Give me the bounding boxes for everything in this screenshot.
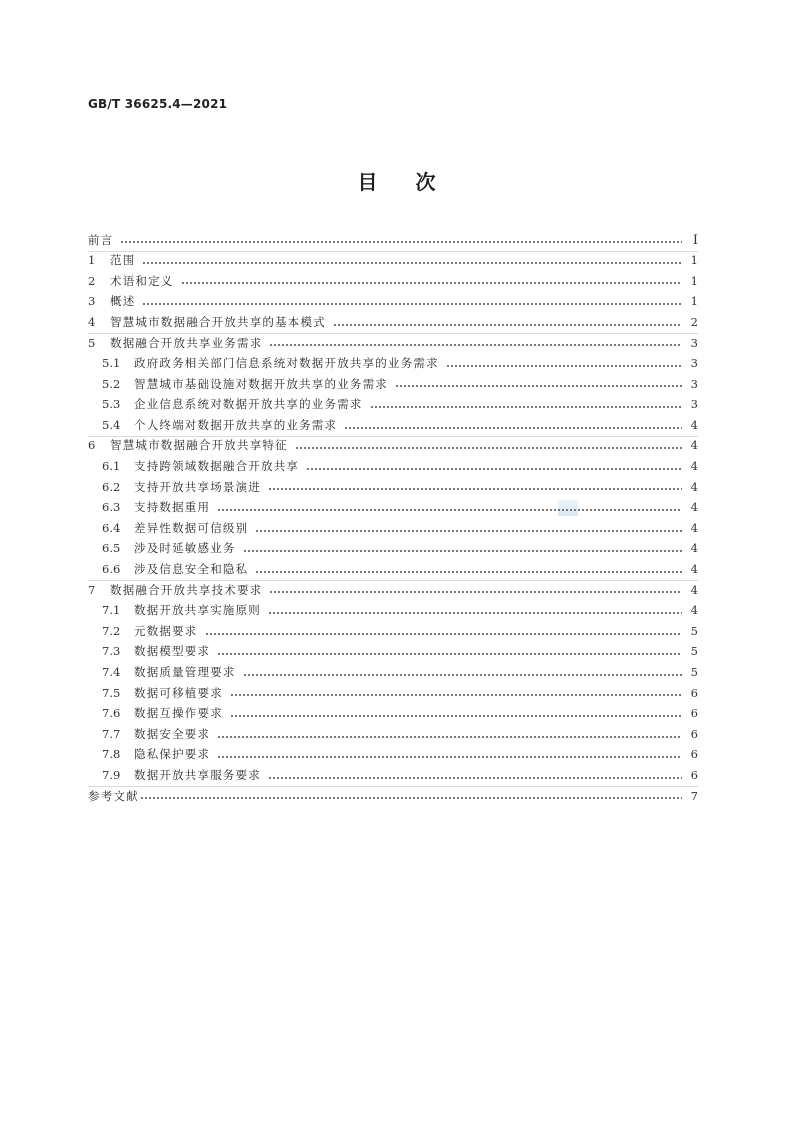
toc-entry-title: 数据模型要求: [134, 644, 211, 659]
toc-entry[interactable]: [88, 436, 698, 457]
toc-entry-number: 5: [88, 335, 96, 350]
toc-entry-title: 智慧城市数据融合开放共享的基本模式: [110, 314, 326, 329]
table-of-contents: [88, 230, 698, 807]
toc-entry[interactable]: [88, 395, 698, 416]
toc-entry[interactable]: [88, 312, 698, 333]
dot-leader: [217, 756, 682, 758]
dot-leader: [140, 797, 682, 799]
toc-entry-page: 1: [690, 294, 698, 309]
toc-entry-page: 3: [690, 397, 698, 412]
toc-divider: [88, 580, 698, 581]
dot-leader: [333, 324, 682, 326]
dot-leader: [395, 385, 682, 387]
toc-entry-page: 5: [690, 665, 698, 680]
toc-heading: 目次: [357, 170, 474, 194]
dot-leader: [120, 241, 682, 243]
toc-entry-page: 4: [690, 500, 698, 515]
toc-entry-number: 6.6: [102, 562, 121, 577]
toc-entry-title: 涉及时延敏感业务: [134, 541, 236, 556]
dot-leader: [142, 303, 682, 305]
toc-entry-page: 4: [690, 417, 698, 432]
toc-entry-number: 7.6: [102, 706, 121, 721]
toc-entry-page: 6: [690, 706, 698, 721]
dot-leader: [243, 550, 682, 552]
toc-entry-number: 1: [88, 253, 96, 268]
toc-entry[interactable]: [88, 786, 698, 807]
toc-entry-page: 4: [690, 582, 698, 597]
toc-entry[interactable]: [88, 560, 698, 581]
toc-entry[interactable]: [88, 271, 698, 292]
dot-leader: [268, 488, 682, 490]
toc-entry-number: 5.4: [102, 417, 121, 432]
toc-entry-number: 7.5: [102, 685, 121, 700]
toc-entry-title: 支持数据重用: [134, 500, 211, 515]
toc-entry-number: 5.3: [102, 397, 121, 412]
toc-entry-page: 2: [690, 314, 698, 329]
dot-leader: [142, 262, 682, 264]
toc-entry-number: 7.7: [102, 726, 121, 741]
dot-leader: [446, 365, 682, 367]
toc-entry-title: 数据融合开放共享技术要求: [110, 582, 263, 597]
toc-entry-number: 6: [88, 438, 96, 453]
toc-entry-title: 个人终端对数据开放共享的业务需求: [134, 417, 338, 432]
toc-entry[interactable]: [88, 292, 698, 313]
toc-entry-title: 支持开放共享场景演进: [134, 479, 261, 494]
dot-leader: [370, 406, 682, 408]
toc-entry-title: 数据安全要求: [134, 726, 211, 741]
toc-entry-number: 6.2: [102, 479, 121, 494]
toc-entry-title: 智慧城市数据融合开放共享特征: [110, 438, 288, 453]
dot-leader: [217, 736, 682, 738]
toc-entry-page: 5: [690, 644, 698, 659]
toc-entry-number: 6.5: [102, 541, 121, 556]
toc-entry-page: 4: [690, 562, 698, 577]
toc-entry-title: 概述: [110, 294, 136, 309]
toc-entry-number: 7.3: [102, 644, 121, 659]
toc-entry[interactable]: [88, 662, 698, 683]
toc-entry-page: 1: [690, 253, 698, 268]
dot-leader: [255, 571, 682, 573]
dot-leader: [269, 344, 682, 346]
dot-leader: [268, 612, 682, 614]
toc-entry-title: 数据可移植要求: [134, 685, 223, 700]
toc-entry-page: 1: [690, 273, 698, 288]
toc-entry[interactable]: [88, 621, 698, 642]
toc-entry-page: 3: [690, 376, 698, 391]
toc-entry-title: 数据开放共享服务要求: [134, 767, 261, 782]
toc-entry-number: 7.4: [102, 665, 121, 680]
toc-entry-number: 5.2: [102, 376, 121, 391]
toc-entry-page: 4: [690, 520, 698, 535]
toc-entry-title: 差异性数据可信级别: [134, 520, 249, 535]
toc-entry-page: 6: [690, 726, 698, 741]
toc-entry[interactable]: [88, 374, 698, 395]
dot-leader: [268, 777, 682, 779]
toc-entry-title: 范围: [110, 253, 136, 268]
toc-entry-title: 支持跨领域数据融合开放共享: [134, 459, 300, 474]
toc-entry-title: 参考文献: [88, 788, 139, 803]
toc-entry[interactable]: [88, 498, 698, 519]
toc-entry-title: 数据融合开放共享业务需求: [110, 335, 263, 350]
toc-entry-page: 6: [690, 685, 698, 700]
toc-entry-title: 智慧城市基础设施对数据开放共享的业务需求: [134, 376, 388, 391]
toc-entry[interactable]: [88, 415, 698, 436]
toc-entry-title: 元数据要求: [134, 623, 198, 638]
toc-entry[interactable]: [88, 539, 698, 560]
toc-entry[interactable]: [88, 457, 698, 478]
toc-entry-page: 4: [690, 603, 698, 618]
toc-entry-number: 5.1: [102, 356, 121, 371]
toc-entry-title: 前言: [88, 232, 114, 247]
toc-entry-title: 数据互操作要求: [134, 706, 223, 721]
toc-entry-page: 4: [690, 459, 698, 474]
standard-number: GB/T 36625.4—2021: [88, 97, 228, 111]
toc-entry-title: 企业信息系统对数据开放共享的业务需求: [134, 397, 363, 412]
dot-leader: [181, 282, 683, 284]
dot-leader: [217, 509, 682, 511]
toc-entry-page: 3: [690, 356, 698, 371]
toc-entry-title: 数据质量管理要求: [134, 665, 236, 680]
toc-entry-number: 7.8: [102, 747, 121, 762]
dot-leader: [295, 447, 682, 449]
toc-entry-title: 政府政务相关部门信息系统对数据开放共享的业务需求: [134, 356, 439, 371]
dot-leader: [255, 530, 682, 532]
toc-entry-number: 4: [88, 314, 96, 329]
toc-entry[interactable]: [88, 601, 698, 622]
toc-entry-page: 6: [690, 747, 698, 762]
toc-entry[interactable]: [88, 518, 698, 539]
toc-entry-number: 6.3: [102, 500, 121, 515]
toc-entry-page: 4: [690, 479, 698, 494]
dot-leader: [269, 591, 682, 593]
toc-entry[interactable]: [88, 642, 698, 663]
dot-leader: [230, 694, 682, 696]
toc-entry[interactable]: [88, 333, 698, 354]
toc-entry[interactable]: [88, 354, 698, 375]
dot-leader: [217, 653, 682, 655]
dot-leader: [306, 468, 682, 470]
toc-entry[interactable]: [88, 745, 698, 766]
dot-leader: [344, 427, 682, 429]
toc-entry-number: 2: [88, 273, 96, 288]
toc-divider: [88, 251, 698, 252]
toc-entry-page: 4: [690, 541, 698, 556]
dot-leader: [243, 674, 682, 676]
toc-entry[interactable]: [88, 683, 698, 704]
toc-entry-page: 6: [690, 767, 698, 782]
toc-entry[interactable]: [88, 765, 698, 786]
toc-entry-number: 7.2: [102, 623, 121, 638]
toc-entry[interactable]: [88, 477, 698, 498]
toc-entry-number: 7.9: [102, 767, 121, 782]
toc-entry-number: 6.4: [102, 520, 121, 535]
toc-divider: [88, 786, 698, 787]
toc-entry-title: 数据开放共享实施原则: [134, 603, 261, 618]
toc-entry-page: 4: [690, 438, 698, 453]
toc-entry-page: Ⅰ: [692, 232, 698, 248]
toc-entry-title: 术语和定义: [110, 273, 174, 288]
toc-entry-number: 7: [88, 582, 96, 597]
toc-entry[interactable]: [88, 704, 698, 725]
toc-divider: [88, 333, 698, 334]
toc-entry-title: 隐私保护要求: [134, 747, 211, 762]
toc-entry-number: 6.1: [102, 459, 121, 474]
toc-entry[interactable]: [88, 251, 698, 272]
toc-entry-page: 5: [690, 623, 698, 638]
toc-entry[interactable]: [88, 230, 698, 251]
toc-divider: [88, 436, 698, 437]
dot-leader: [230, 715, 682, 717]
toc-entry[interactable]: [88, 724, 698, 745]
dot-leader: [205, 633, 683, 635]
toc-entry-page: 7: [690, 788, 698, 803]
toc-entry-number: 7.1: [102, 603, 121, 618]
toc-entry-title: 涉及信息安全和隐私: [134, 562, 249, 577]
toc-entry[interactable]: [88, 580, 698, 601]
toc-entry-number: 3: [88, 294, 96, 309]
toc-entry-page: 3: [690, 335, 698, 350]
